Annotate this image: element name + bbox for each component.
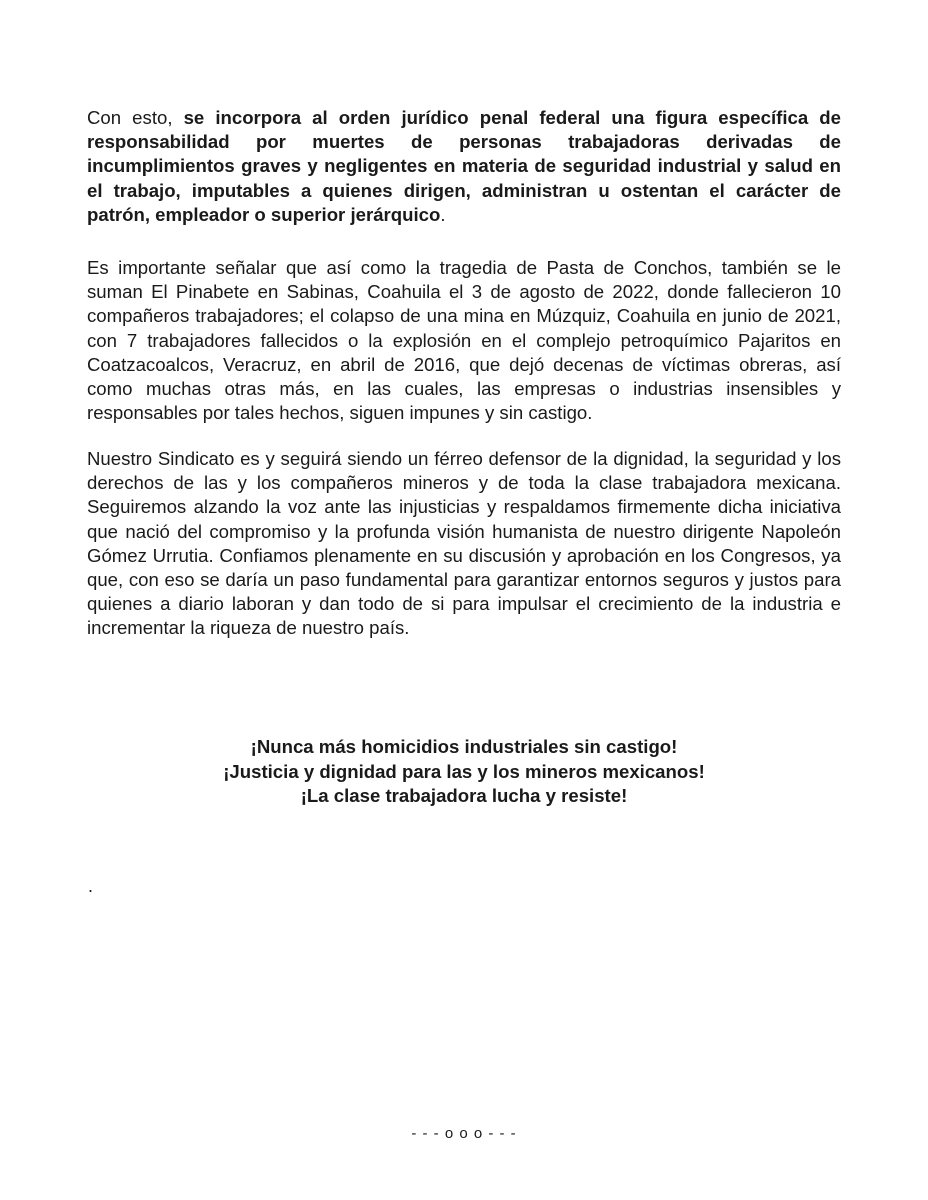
text-run: Con esto, xyxy=(87,107,184,128)
slogans-block xyxy=(87,735,841,809)
stray-period: . xyxy=(88,876,94,896)
slogan-line: ¡Nunca más homicidios industriales sin castigo! xyxy=(250,736,678,757)
text-run xyxy=(301,107,312,128)
text-run-bold: al orden jurídico penal federal una figura específica de responsabilidad por muertes de personas trabajadoras derivadas de incumplimientos graves y negligentes en materia de seguridad industrial y salud en el trabajo, imputables a quienes dirigen, administran u ostentan el carácter de patrón, empleador o superior jerárquico xyxy=(87,107,841,225)
paragraph-mining-tragedies: Es importante señalar que así como la tragedia de Pasta de Conchos, también se le suman El Pinabete en Sabinas, Coahuila el 3 de agosto de 2022, donde fallecieron 10 compañeros trabajadores; el colapso de una mina en Múzquiz, Coahuila en junio de 2021, con 7 trabajadores fallecidos o la explosión en el complejo petroquímico Pajaritos en Coatzacoalcos, Veracruz, en abril de 2016, que dejó decenas de víctimas obreras, así como muchas otras más, en las cuales, las empresas o industrias insensibles y responsables por tales hechos, siguen impunes y sin castigo. xyxy=(87,257,841,424)
paragraph-criminal-liability xyxy=(87,106,841,227)
text-run: . xyxy=(440,203,446,225)
document-end-marker: - - - o o o - - - xyxy=(411,1125,517,1142)
slogan-line: ¡Justicia y dignidad para las y los mineros mexicanos! xyxy=(223,760,705,782)
paragraph-union-statement: Nuestro Sindicato es y seguirá siendo un férreo defensor de la dignidad, la seguridad y los derechos de las y los compañeros mineros y de toda la clase trabajadora mexicana. Seguiremos alzando la voz ante las injusticias y respaldamos firmemente dicha iniciativa que nació del compromiso y la profunda visión humanista de nuestro dirigente Napoleón Gómez Urrutia. Confiamos plenamente en su discusión y aprobación en los Congresos, ya que, con eso se daría un paso fundamental para garantizar entornos seguros y justos para quienes a diario laboran y dan todo de si para impulsar el crecimiento de la industria e incrementar la riqueza de nuestro país. xyxy=(87,448,841,639)
slogan-line: ¡La clase trabajadora lucha y resiste! xyxy=(300,785,628,806)
text-run-bold: se incorpora xyxy=(183,107,302,128)
